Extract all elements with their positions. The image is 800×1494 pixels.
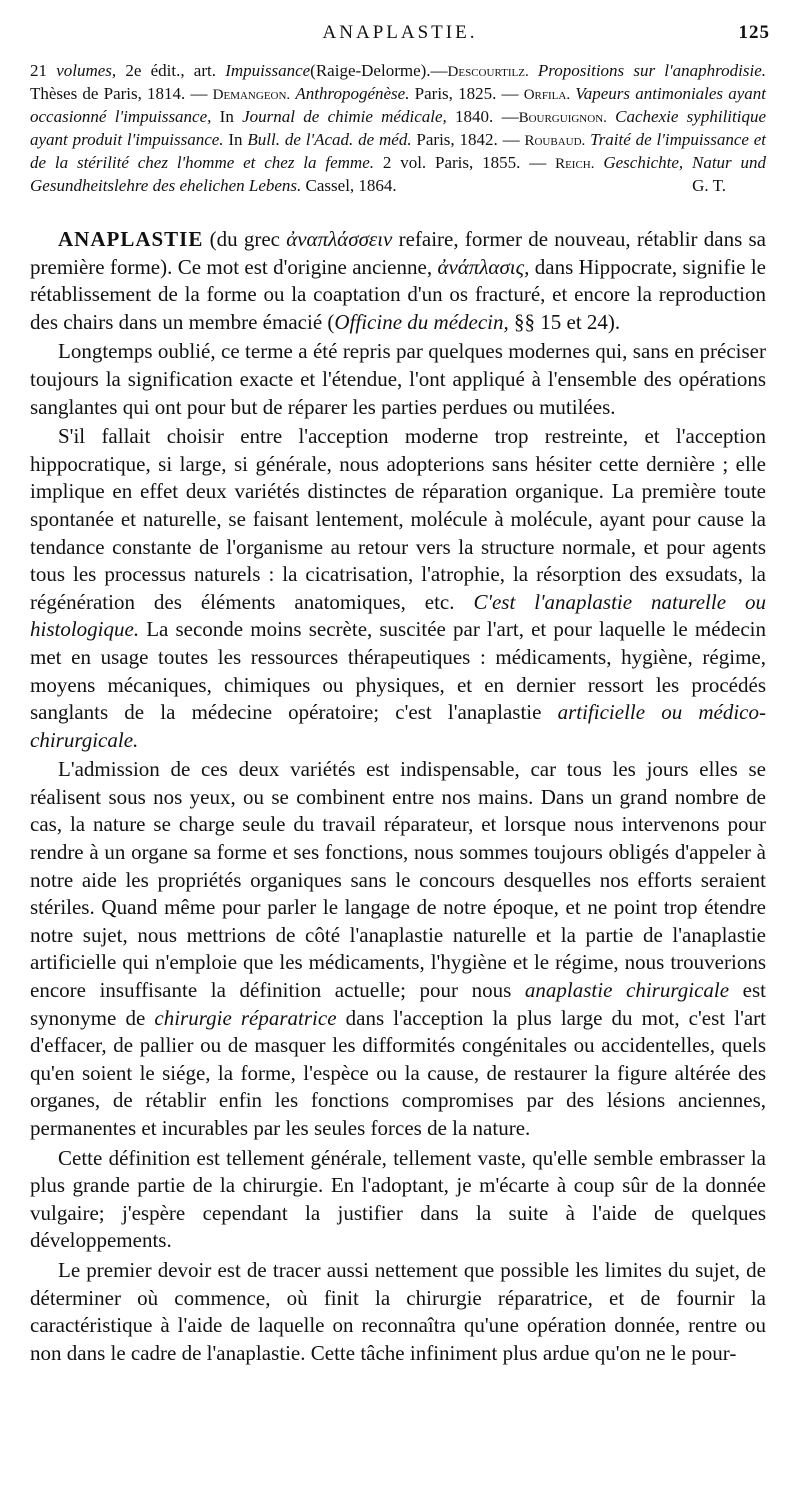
ref-text: (Raige-Delorme).— [310, 61, 448, 80]
ref-title: Vapeurs antimoniales ayant occasionné l'impuissance, [30, 84, 766, 126]
emphasis: C'est l'anaplastie naturelle ou histologique. [30, 589, 766, 642]
paragraph-2: Longtemps oublié, ce terme a été repris par quelques modernes qui, sans en préciser toujours la signification exacte et l'étendue, l'ont appliqué à l'ensemble des opérations sanglantes qui ont pour but de réparer les parties perdues ou mutilées. [30, 339, 766, 419]
ref-text: In [211, 107, 243, 126]
emphasis: artificielle ou médico-chirurgicale. [30, 700, 766, 752]
paragraph-3 [30, 423, 766, 754]
ref-text [607, 107, 615, 126]
ref-text: Thèses de Paris, 1814. — [30, 84, 213, 103]
text-run: L'admission de ces deux variétés est indispensable, car tous les jours elles se réalisent sous nos yeux, ou se combinent entre nos mains. Dans un grand nombre de cas, la nature se charge seule du travail réparateur, et lorsque nous intervenons pour rendre à un organe sa forme et ses fonctions, nous sommes toujours obligés d'appeler à notre aide les propriétés organiques sans le concours desquelles nos efforts seraient stériles. Quand même pour parler le langage de notre époque, et ne point trop étendre notre sujet, nous mettrions de côté l'anaplastie naturelle et la partie de l'anaplastie artificielle qui n'emploie que les médicaments, l'hygiène et le régime, nous trouverions encore insuffisante la définition actuelle; pour nous [30, 757, 766, 1003]
headword: ANAPLASTIE [58, 227, 204, 251]
ref-title: Geschichte, Natur und Gesundheitslehre des ehelichen Lebens. [30, 153, 767, 195]
ref-author: Bourguignon. [518, 110, 607, 126]
text-run: refaire, former de nouveau, rétablir dans sa première forme). Ce mot est d'origine ancienne, [30, 227, 766, 279]
ref-title: Bull. de l'Acad. de méd. [247, 130, 412, 149]
page-header [30, 22, 770, 52]
author-signature: G. T. [692, 176, 726, 195]
ref-author: Orfila. [523, 87, 571, 103]
ref-author: Descourtilz. [447, 64, 529, 80]
ref-text: 1840. — [446, 107, 519, 126]
ref-title: Anthropogénèse. [295, 84, 410, 103]
bibliography-block [30, 60, 766, 197]
text-run: §§ 15 et 24). [508, 309, 621, 334]
ref-title: Impuissance [225, 61, 311, 80]
ref-text: In [223, 130, 248, 149]
ref-title: Propositions sur l'anaphrodisie. [537, 61, 767, 80]
paragraph-4 [30, 756, 766, 1142]
running-title: ANAPLASTIE. [322, 22, 478, 43]
ref-text [529, 61, 538, 80]
ref-author: Demangeon. [212, 87, 291, 103]
paragraph-5: Cette définition est tellement générale, tellement vaste, qu'elle semble embrasser la plus grande partie de la chirurgie. En l'adoptant, je m'écarte à coup sûr de la donnée vulgaire; j'espère cependant la justifier dans la suite à l'aide de quelques développements. [30, 1145, 766, 1253]
paragraph-1 [30, 226, 766, 336]
page-number: 125 [738, 22, 770, 43]
ref-text: 2e édit., art. [116, 61, 226, 80]
emphasis: anaplastie chirurgicale [524, 978, 730, 1003]
ref-title: volumes, [56, 61, 117, 80]
text-run: est synonyme de [30, 978, 766, 1030]
ref-text: Cassel, 1864. [301, 176, 397, 195]
text-run: La seconde moins secrète, suscitée par l'art, et pour laquelle le médecin met en usage toutes les ressources thérapeutiques : médicaments, hygiène, régime, moyens mécaniques, chimiques ou physiques, et en dernier ressort les procédés sanglants de la médecine opératoire; c'est l'anaplastie [30, 617, 766, 725]
text-run: dans l'acception la plus large du mot, c'est l'art d'effacer, de pallier ou de masquer les difformités congénitales ou accidentelles, quels qu'en soient le siége, la forme, l'espèce ou la cause, de restaurer la figure altérée des organes, de rétablir enfin les fonctions compromises par des lésions anciennes, permanentes et incurables par les seules forces de la nature. [30, 1005, 766, 1140]
ref-author: Reich. [555, 156, 595, 172]
ref-title: Traité de l'impuissance et de la stérilité chez l'homme et chez la femme. [30, 130, 767, 172]
ref-text: 21 [30, 61, 57, 80]
ref-title: Cachexie syphilitique ayant produit l'impuissance. [30, 107, 767, 149]
text-run: (du grec [203, 227, 287, 251]
ref-title: Journal de chimie médicale, [242, 107, 447, 126]
text-run: dans Hippocrate, signifie le rétablissement de la forme ou la coaptation d'un os fracturé, et encore la reproduction des chairs dans un membre émacié ( [30, 254, 766, 334]
emphasis: chirurgie réparatrice [154, 1005, 337, 1030]
ref-author: Roubaud. [524, 133, 586, 149]
ref-text: Paris, 1825. — [409, 84, 524, 103]
ref-text: Paris, 1842. — [411, 130, 525, 149]
text-run: S'il fallait choisir entre l'acception moderne trop restreinte, et l'acception hippocratique, si large, si générale, nous adopterions sans hésiter cette dernière ; elle implique en effet deux variétés distinctes de réparation organique. La première toute spontanée et naturelle, se faisant lentement, molécule à molécule, ayant pour cause la tendance constante de l'organisme au retour vers la structure normale, et pour agents tous les processus naturels : la cicatrisation, l'atrophie, la résorption des exsudats, la régénération des éléments anatomiques, etc. [30, 424, 766, 614]
cited-work: Officine du médecin, [334, 309, 509, 334]
greek-term: ἀναπλάσσειν [286, 227, 393, 251]
ref-text: 2 vol. Paris, 1855. — [374, 153, 556, 172]
greek-term: ἀνάπλασις, [437, 254, 530, 279]
article-body [30, 226, 766, 1369]
paragraph-6: Le premier devoir est de tracer aussi nettement que possible les limites du sujet, de déterminer où commence, où finit la chirurgie réparatrice, et de fournir la caractéristique à l'aide de laquelle on reconnaîtra qu'une opération donnée, rentre ou non dans le cadre de l'anaplastie. Cette tâche infiniment plus ardue qu'on ne le pour- [30, 1257, 766, 1365]
